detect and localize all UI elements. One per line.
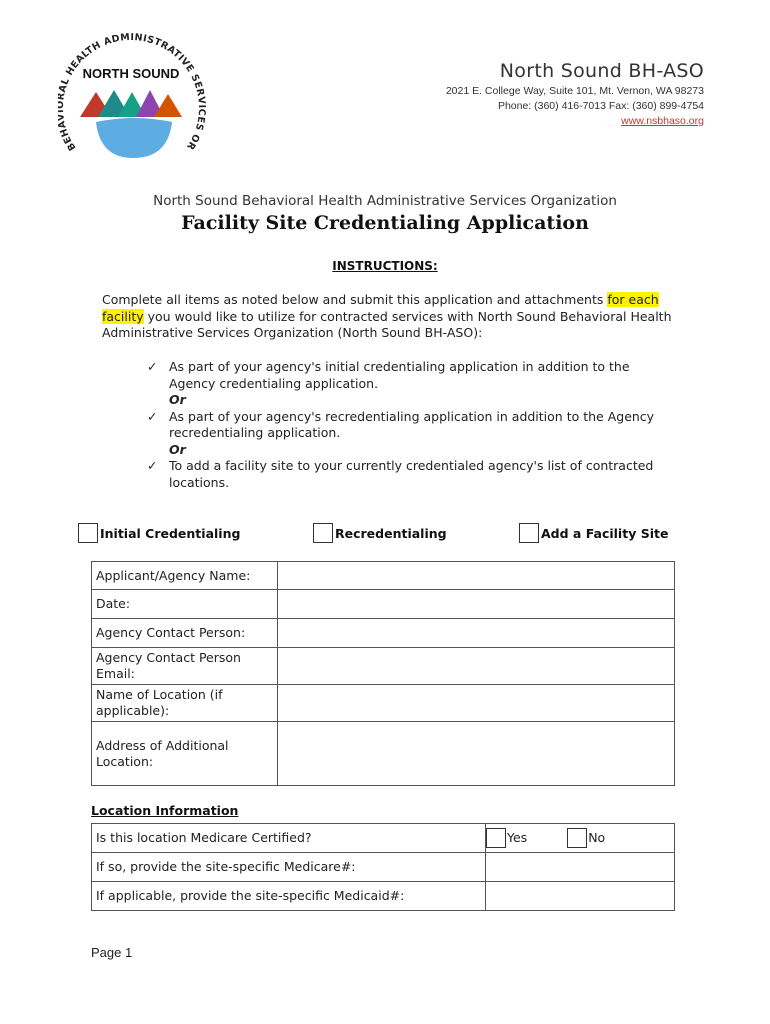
recredentialing-label: Recredentialing (335, 525, 447, 541)
table-row (92, 562, 675, 590)
table-row (92, 685, 675, 722)
instructions-heading: INSTRUCTIONS: (332, 259, 438, 273)
initial-credentialing-label: Initial Credentialing (100, 525, 241, 541)
checkmark-icon: ✓ (147, 458, 158, 473)
table-row (92, 648, 675, 685)
organization-logo (58, 30, 208, 170)
or-label: Or (169, 392, 186, 407)
option-initial-credentialing (78, 523, 240, 543)
document-title: Facility Site Credentialing Application (181, 212, 589, 234)
instruction-bullets (147, 359, 667, 491)
field-label: Agency Contact Person: (92, 619, 278, 648)
or-label: Or (169, 441, 186, 457)
table-row (92, 590, 675, 619)
applicant-name-input[interactable] (278, 562, 675, 590)
logo-water (96, 118, 172, 158)
bullet-item (147, 359, 667, 392)
org-phone-fax: Phone: (360) 416-7013 Fax: (360) 899-4754 (497, 100, 704, 112)
table-row (92, 722, 675, 786)
intro-text-before: Complete all items as noted below and submit this application and attachments (102, 292, 608, 307)
instructions-intro (102, 292, 682, 342)
field-label: Date: (92, 590, 278, 619)
bullet-item (147, 409, 667, 442)
page-number: Page 1 (91, 945, 133, 960)
medicare-yes-no (486, 824, 675, 853)
org-address: 2021 E. College Way, Suite 101, Mt. Vernon, WA 98273 (445, 85, 704, 97)
table-row (92, 619, 675, 648)
document-subtitle: North Sound Behavioral Health Administrative Services Organization (153, 193, 617, 209)
medicare-yes-checkbox[interactable] (486, 828, 506, 848)
bullet-text: As part of your agency's recredentialing application in addition to the Agency recredentialing application. (169, 408, 655, 440)
option-add-facility-site (519, 523, 668, 543)
initial-credentialing-checkbox[interactable] (78, 523, 98, 543)
medicare-yes-option (486, 828, 527, 848)
bullet-item (147, 458, 667, 491)
logo-mountains (80, 90, 182, 117)
org-name: North Sound BH-ASO (499, 60, 704, 82)
table-row (92, 824, 675, 853)
add-facility-site-label: Add a Facility Site (541, 525, 669, 541)
org-header (446, 60, 704, 127)
location-info-table (91, 823, 675, 911)
add-facility-site-checkbox[interactable] (519, 523, 539, 543)
intro-highlight: for each facility (102, 292, 659, 324)
logo-center-text: NORTH SOUND (82, 66, 180, 81)
medicaid-number-label: If applicable, provide the site-specific Medicaid#: (92, 882, 486, 911)
applicant-info-table (91, 561, 675, 786)
bullet-text: To add a facility site to your currently credentialed agency's list of contracted locations. (169, 458, 654, 490)
table-row (92, 882, 675, 911)
checkmark-icon: ✓ (147, 408, 158, 424)
medicare-number-label: If so, provide the site-specific Medicare#: (92, 853, 486, 882)
option-recredentialing (313, 523, 447, 543)
additional-address-input[interactable] (278, 722, 675, 786)
logo-ring-text: BEH AL HEALTH ADMINISTRATIVE SERVICES OR (58, 31, 208, 153)
field-label: Applicant/Agency Name: (92, 562, 278, 590)
medicare-certified-question: Is this location Medicare Certified? (92, 824, 486, 853)
medicaid-number-input[interactable] (486, 882, 675, 911)
contact-email-input[interactable] (278, 648, 675, 685)
bullet-text: As part of your agency's initial credentialing application in addition to the Agency credentialing application. (169, 359, 630, 391)
field-label: Agency Contact Person Email: (92, 648, 278, 685)
contact-person-input[interactable] (278, 619, 675, 648)
location-info-heading: Location Information (91, 803, 239, 818)
intro-text-after: you would like to utilize for contracted services with North Sound Behavioral Health Administrative Services Organization (North Sound BH-ASO): (102, 308, 672, 340)
yes-label: Yes (507, 830, 528, 845)
medicare-no-checkbox[interactable] (567, 828, 587, 848)
date-input[interactable] (278, 590, 675, 619)
field-label: Name of Location (if applicable): (92, 685, 278, 722)
location-name-input[interactable] (278, 685, 675, 722)
checkmark-icon: ✓ (147, 359, 158, 374)
no-label: No (588, 830, 606, 845)
medicare-no-option (567, 828, 605, 848)
recredentialing-checkbox[interactable] (313, 523, 333, 543)
medicare-number-input[interactable] (486, 853, 675, 882)
org-website-link[interactable]: www.nsbhaso.org (621, 115, 704, 127)
table-row (92, 853, 675, 882)
field-label: Address of Additional Location: (92, 722, 278, 786)
